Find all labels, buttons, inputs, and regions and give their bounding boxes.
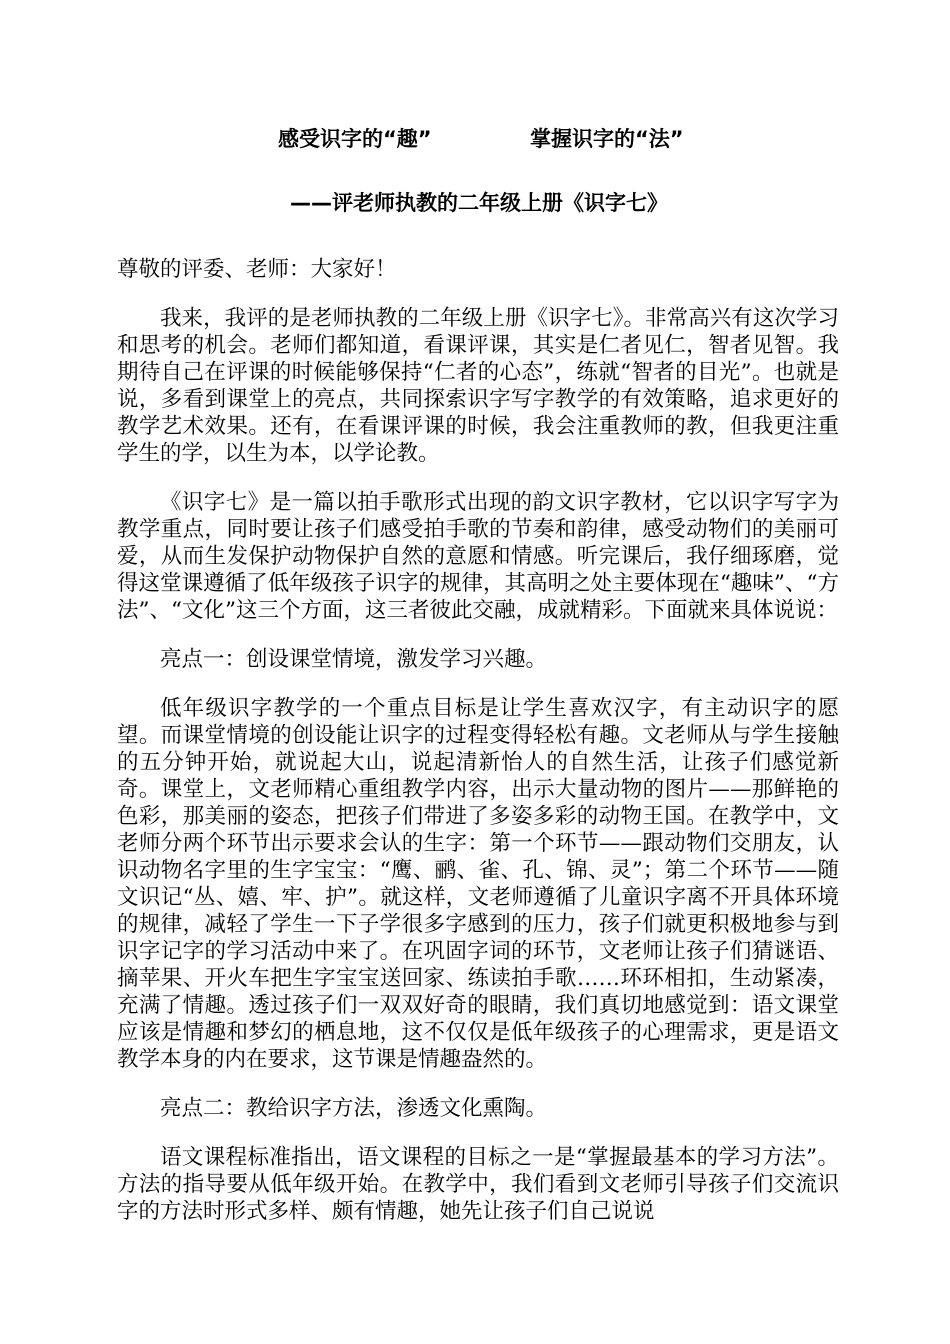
highlight-two-heading: 亮点二：教给识字方法，渗透文化熏陶。	[160, 1096, 548, 1121]
highlight-one-heading: 亮点一：创设课堂情境，激发学习兴趣。	[160, 647, 548, 672]
paragraph-intro: 我来，我评的是老师执教的二年级上册《识字七》。非常高兴有这次学习和思考的机会。老师们都知道，看课评课，其实是仁者见仁，智者见智。我期待自己在评课的时候能够保持“仁者的心态”，练就“智者的目光”。也就是说，多看到课堂上的亮点，共同探索识字写字教学的有效策略，追求更好的教学艺术效果。还有，在看课评课的时候，我会注重教师的教，但我更注重学生的学，以生为本，以学论教。	[117, 306, 839, 466]
paragraph-overview: 《识字七》是一篇以拍手歌形式出现的韵文识字教材，它以识字写字为教学重点，同时要让孩子们感受拍手歌的节奏和韵律，感受动物们的美丽可爱，从而生发保护动物保护自然的意愿和情感。听完课后，我仔细琢磨，觉得这堂课遵循了低年级孩子识字的规律，其高明之处主要体现在“趣味”、“方法”、“文化”这三个方面，这三者彼此交融，成就精彩。下面就来具体说说：	[117, 490, 839, 623]
document-subtitle: ——评老师执教的二年级上册《识字七》	[290, 191, 668, 215]
paragraph-highlight-two: 语文课程标准指出，语文课程的目标之一是“掌握最基本的学习方法”。方法的指导要从低年级开始。在教学中，我们看到文老师引导孩子们交流识字的方法时形式多样、颇有情趣，她先让孩子们自己说说	[117, 1145, 839, 1224]
paragraph-highlight-one: 低年级识字教学的一个重点目标是让学生喜欢汉字，有主动识字的愿望。而课堂情境的创设能让识字的过程变得轻松有趣。文老师从与学生接触的五分钟开始，就说起大山，说起清新怡人的自然生活，让孩子们感觉新奇。课堂上，文老师精心重组教学内容，出示大量动物的图片——那鲜艳的色彩，那美丽的姿态，把孩子们带进了多姿多彩的动物王国。在教学中，文老师分两个环节出示要求会认的生字：第一个环节——跟动物们交朋友，认识动物名字里的生字宝宝：“鹰、鹂、雀、孔、锦、灵”；第二个环节——随文识记“丛、嬉、牢、护”。就这样，文老师遵循了儿童识字离不开具体环境的规律，减轻了学生一下子学很多字感到的压力，孩子们就更积极地参与到识字记字的学习活动中来了。在巩固字词的环节，文老师让孩子们猜谜语、摘苹果、开火车把生字宝宝送回家、练读拍手歌……环环相扣，生动紧凑，充满了情趣。透过孩子们一双双好奇的眼睛，我们真切地感觉到：语文课堂应该是情趣和梦幻的栖息地，这不仅仅是低年级孩子的心理需求，更是语文教学本身的内在要求，这节课是情趣盎然的。	[117, 696, 839, 1072]
document-body	[117, 256, 839, 1247]
document-title	[0, 124, 950, 154]
title-left: 感受识字的“趣”	[278, 127, 432, 151]
title-right: 掌握识字的“法”	[530, 127, 684, 151]
greeting: 尊敬的评委、老师：大家好！	[117, 257, 397, 282]
